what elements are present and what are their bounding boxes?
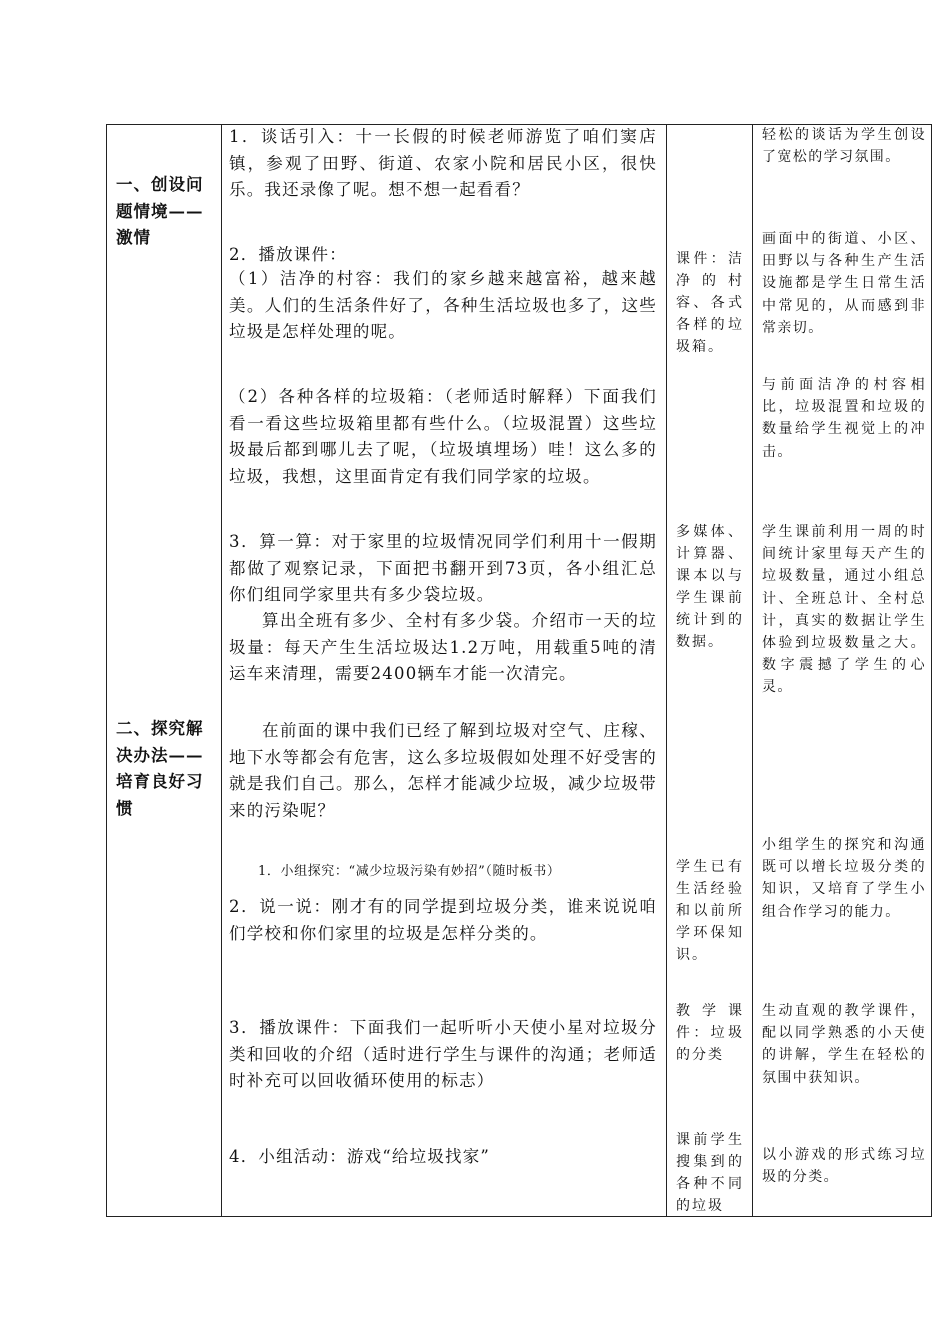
process-trash-bins: （2）各种各样的垃圾箱：（老师适时解释）下面我们看一看这些垃圾箱里都有些什么。（垃圾混置）这些垃圾最后都到哪儿去了呢，（垃圾填埋场）哇！这么多的垃圾，我想，这里面肯定有我们同学家的垃圾。 (229, 387, 657, 486)
resource-experience: 学生已有生活经验和以前所学环保知识。 (676, 859, 744, 963)
intent-relaxed-talk: 轻松的谈话为学生创设了宽松的学习氛围。 (762, 127, 926, 166)
process-class-total: 算出全班有多少、全村有多少袋。介绍市一天的垃圾量：每天产生生活垃圾达1.2万吨，用载重5吨的清运车来清理，需要2400辆车才能一次清完。 (229, 611, 657, 684)
process-courseware-title: 2．播放课件： (229, 245, 347, 264)
intent-familiar-scenes: 画面中的街道、小区、田野以与各种生产生活设施都是学生日常生活中常见的，从而感到非常亲切。 (762, 231, 926, 336)
stage-1-label: 一、创设问题情境——激情 (116, 175, 204, 247)
process-calculate: 3．算一算：对于家里的垃圾情况同学们利用十一假期都做了观察记录，下面把书翻开到73页，各小组汇总你们组同学家里共有多少袋垃圾。 (229, 532, 657, 605)
process-group-explore: 1．小组探究：“减少垃圾污染有妙招”（随时板书） (258, 864, 561, 879)
column-divider (752, 125, 753, 1216)
resource-multimedia: 多媒体、计算器、课本以与学生课前统计到的数据。 (676, 524, 744, 650)
process-intro: 1．谈话引入：十一长假的时候老师游览了咱们窦店镇，参观了田野、街道、农家小院和居民小区，很快乐。我还录像了呢。想不想一起看看？ (229, 127, 657, 200)
process-game: 4．小组活动：游戏“给垃圾找家” (229, 1147, 491, 1166)
intent-game-practice: 以小游戏的形式练习垃圾的分类。 (762, 1147, 926, 1186)
intent-real-data: 学生课前利用一周的时间统计家里每天产生的垃圾数量，通过小组总计、全班总计、全村总计，真实的数据让学生体验到垃圾数量之大。数字震撼了学生的心灵。 (762, 524, 926, 696)
intent-intuitive-courseware: 生动直观的教学课件，配以同学熟悉的小天使的讲解，学生在轻松的氛围中获知识。 (762, 1003, 926, 1086)
column-divider (666, 125, 667, 1216)
intent-group-cooperation: 小组学生的探究和沟通既可以增长垃圾分类的知识，又培育了学生小组合作学习的能力。 (762, 837, 926, 920)
process-transition: 在前面的课中我们已经了解到垃圾对空气、庄稼、地下水等都会有危害，这么多垃圾假如处理不好受害的就是我们自己。那么，怎样才能减少垃圾，减少垃圾带来的污染呢？ (229, 721, 657, 820)
resource-sorting-courseware: 教学课件：垃圾的分类 (676, 1003, 744, 1063)
resource-courseware: 课件：洁净的村容、各式各样的垃圾箱。 (676, 251, 744, 355)
column-divider (221, 125, 222, 1216)
process-discuss-sorting: 2．说一说：刚才有的同学提到垃圾分类，谁来说说咱们学校和你们家里的垃圾是怎样分类的。 (229, 897, 657, 943)
intent-visual-impact: 与前面洁净的村容相比，垃圾混置和垃圾的数量给学生视觉上的冲击。 (762, 377, 926, 460)
stage-2-label: 二、探究解决办法——培育良好习惯 (116, 719, 204, 818)
resource-collected-trash: 课前学生搜集到的各种不同的垃圾 (676, 1132, 744, 1214)
process-courseware-angel: 3．播放课件：下面我们一起听听小天使小星对垃圾分类和回收的介绍（适时进行学生与课件的沟通；老师适时补充可以回收循环使用的标志） (229, 1018, 657, 1091)
process-clean-village: （1）洁净的村容：我们的家乡越来越富裕，越来越美。人们的生活条件好了，各种生活垃圾也多了，这些垃圾是怎样处理的呢。 (229, 269, 657, 342)
